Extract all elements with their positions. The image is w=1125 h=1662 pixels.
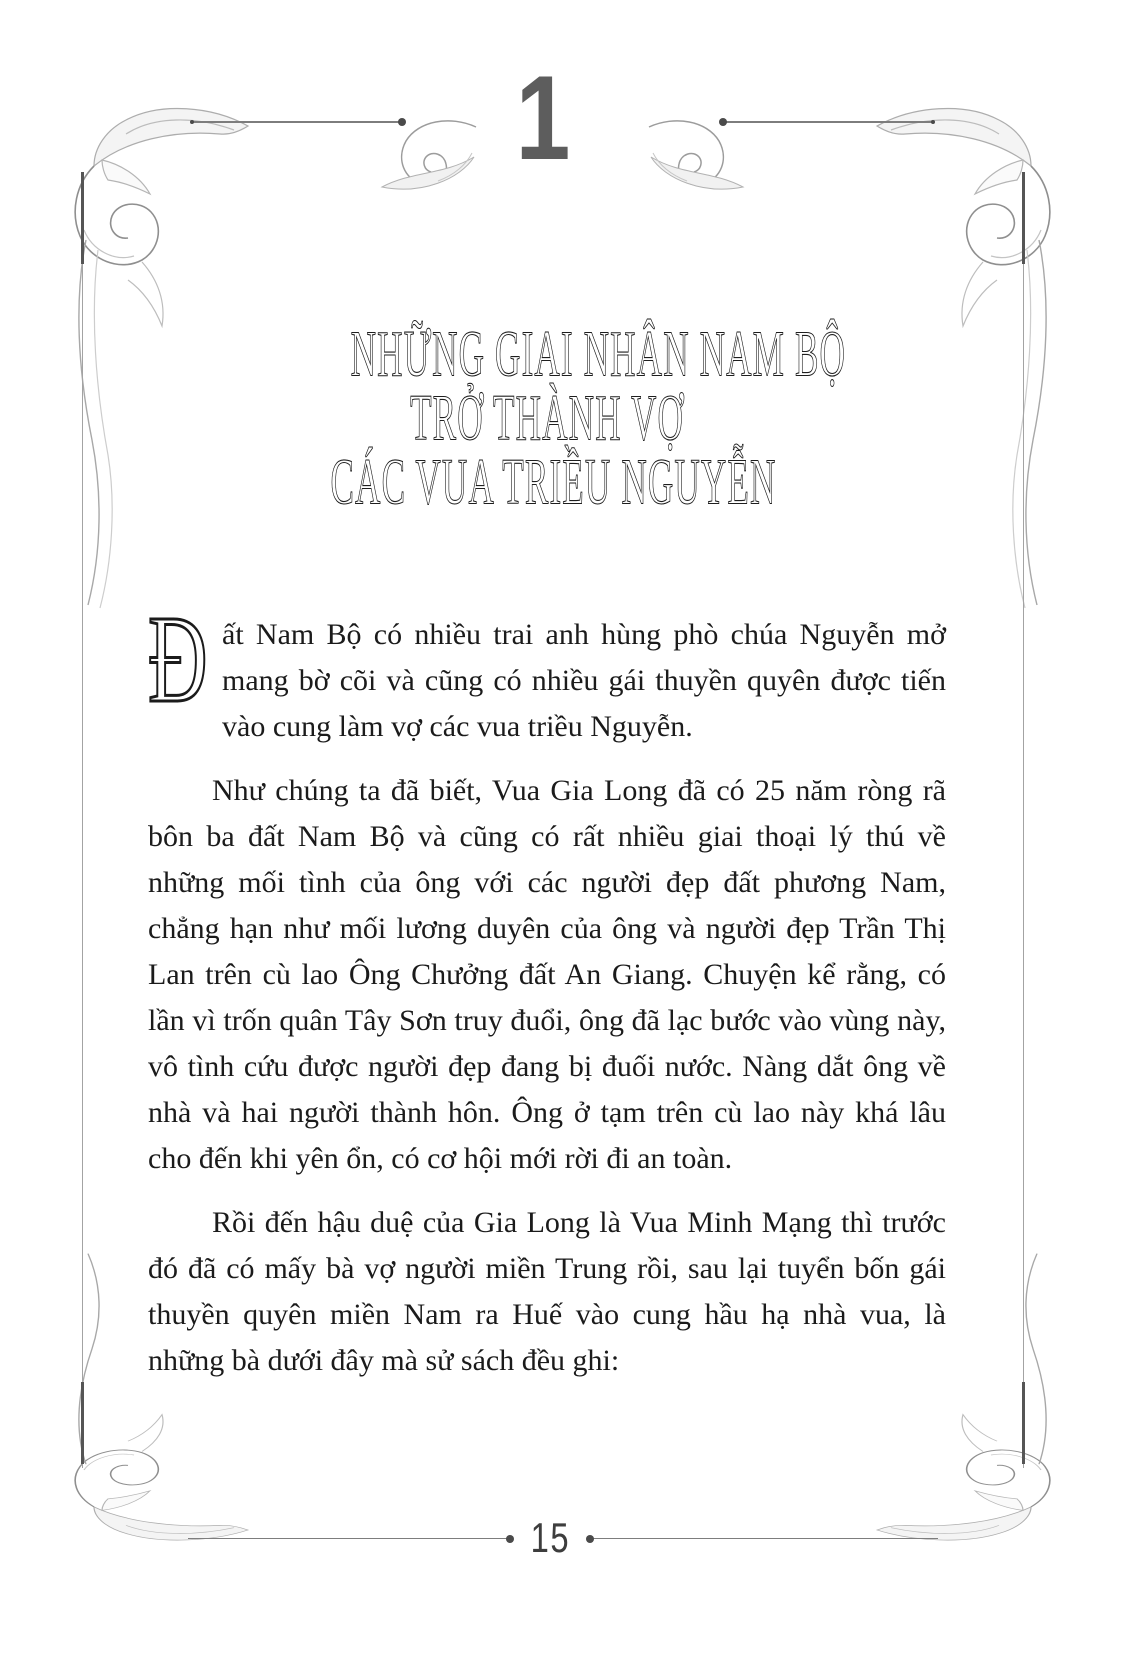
chapter-title (148, 317, 946, 518)
left-border-accent (81, 1382, 84, 1464)
header-rule-left (192, 121, 402, 123)
drop-cap: Đ (148, 591, 208, 729)
right-border-line (1023, 172, 1024, 1468)
paragraph-text: ất Nam Bộ có nhiều trai anh hùng phò chúa Nguyễn mở mang bờ cõi và cũng có nhiều gái thuyền quyên được tiến vào cung làm vợ các vua triều Nguyễn. (222, 618, 946, 743)
footer-rule-left (188, 1538, 512, 1539)
chapter-title-line: CÁC VUA TRIỀU NGUYỄN (330, 445, 777, 518)
body-text (148, 591, 946, 1384)
page-number: 15 (530, 1514, 570, 1561)
chapter-title-line: NHỮNG GIAI NHÂN NAM BỘ (350, 317, 847, 390)
swirl-ornament-icon (637, 115, 747, 197)
paragraph (148, 768, 946, 1182)
paragraph (148, 1200, 946, 1384)
rule-dot (931, 120, 935, 124)
chapter-number: 1 (515, 51, 571, 185)
right-border-accent (1022, 1382, 1025, 1464)
paragraph-text: Như chúng ta đã biết, Vua Gia Long đã có 25 năm ròng rã bôn ba đất Nam Bộ và cũng có rất nhiều giai thoại lý thú về những mối tình của ông với các người đẹp đất phương Nam, chẳng hạn như mối lương duyên của ông và người đẹp Trần Thị Lan trên cù lao Ông Chưởng đất An Giang. Chuyện kể rằng, có lần vì trốn quân Tây Sơn truy đuổi, ông đã lạc bước vào vùng này, vô tình cứu được người đẹp đang bị đuối nước. Nàng dắt ông về nhà và hai người thành hôn. Ông ở tạm trên cù lao này khá lâu cho đến khi yên ổn, có cơ hội mới rời đi an toàn. (148, 774, 946, 1175)
left-border-accent (81, 172, 84, 264)
header-rule-right (723, 121, 933, 123)
footer-rule-right (588, 1538, 938, 1539)
paragraph (148, 591, 946, 750)
left-border-line (82, 172, 83, 1468)
swirl-ornament-icon (378, 115, 488, 197)
right-border-accent (1022, 172, 1025, 264)
rule-dot (190, 120, 194, 124)
paragraph-text: Rồi đến hậu duệ của Gia Long là Vua Minh Mạng thì trước đó đã có mấy bà vợ người miền Trung rồi, sau lại tuyển bốn gái thuyền quyên miền Nam ra Huế vào cung hầu hạ nhà vua, là những bà dưới đây mà sử sách đều ghi: (148, 1206, 946, 1377)
chapter-title-line: TRỞ THÀNH VỢ (410, 381, 684, 454)
